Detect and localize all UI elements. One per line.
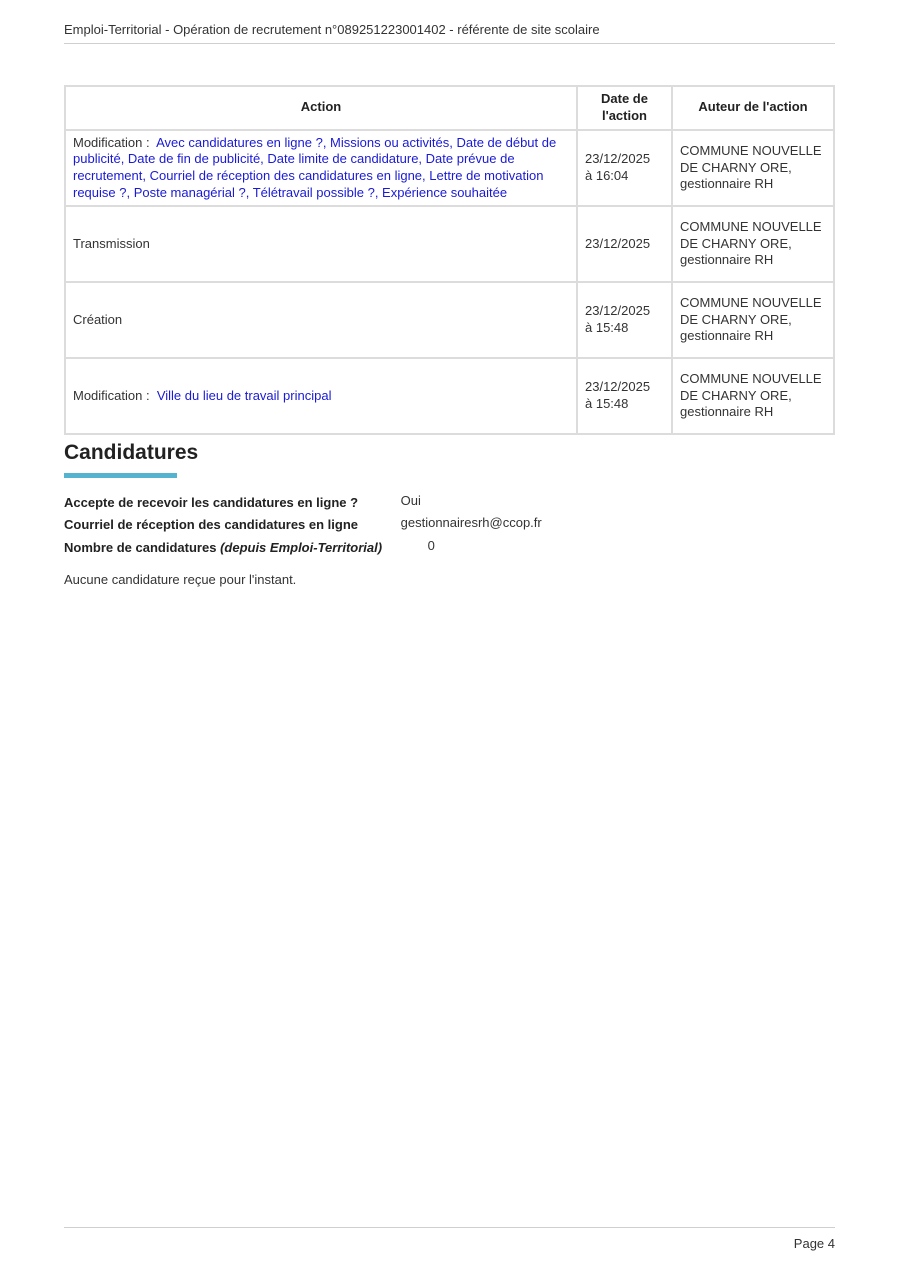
date-cell — [577, 206, 672, 282]
section-title-underline — [64, 473, 177, 478]
email-label: Courriel de réception des candidatures en ligne — [64, 517, 359, 532]
modified-fields-link[interactable]: Ville du lieu de travail principal — [156, 387, 332, 403]
applications-count-label-text: Nombre de candidatures — [64, 540, 217, 555]
author-cell: COMMUNE NOUVELLE DE CHARNY ORE, gestionnaire RH — [672, 282, 834, 358]
action-date: 23/12/2025 — [585, 379, 651, 395]
action-cell — [65, 282, 577, 358]
table-header-row — [65, 86, 834, 130]
author-cell: COMMUNE NOUVELLE DE CHARNY ORE, gestionnaire RH — [672, 358, 834, 434]
online-applications-value: Oui — [400, 493, 421, 508]
column-header-action: Action — [65, 86, 577, 130]
column-header-date-text: Date de l'action — [601, 91, 648, 123]
action-label: Transmission — [73, 235, 150, 251]
email-value: gestionnairesrh@ccop.fr — [400, 515, 542, 530]
footer-divider — [64, 1227, 835, 1228]
column-header-date — [577, 86, 672, 130]
action-history-table — [64, 85, 835, 435]
date-cell — [577, 358, 672, 434]
applications-count-label-suffix: (depuis Emploi-Territorial) — [220, 540, 383, 555]
section-title-candidatures: Candidatures — [64, 441, 199, 464]
table-row — [65, 282, 834, 358]
online-applications-label: Accepte de recevoir les candidatures en ligne ? — [64, 495, 359, 510]
applications-count-row — [64, 540, 435, 555]
action-time: à 16:04 — [585, 168, 629, 184]
modified-fields-link[interactable]: Avec candidatures en ligne ?, Missions ou activités, Date de début de publicité, Date de fin de publicité, Date limite de candidature, Date prévue de recrutement, Courriel de réception des candidatures en ligne, Lettre de motivation requise ?, Poste managérial ?, Télétravail possible ?, Expérience souhaitée — [73, 134, 557, 200]
author-cell: COMMUNE NOUVELLE DE CHARNY ORE, gestionnaire RH — [672, 130, 834, 206]
action-label: Modification : — [73, 387, 150, 403]
action-date: 23/12/2025 — [585, 303, 651, 319]
author-cell: COMMUNE NOUVELLE DE CHARNY ORE, gestionnaire RH — [672, 206, 834, 282]
table-row — [65, 130, 834, 206]
action-label: Modification : — [73, 134, 150, 150]
no-applications-note: Aucune candidature reçue pour l'instant. — [64, 572, 297, 587]
action-label: Création — [73, 311, 123, 327]
action-cell — [65, 206, 577, 282]
action-date: 23/12/2025 — [585, 151, 651, 167]
applications-count-value: 0 — [427, 538, 435, 553]
table-row — [65, 206, 834, 282]
action-time: à 15:48 — [585, 320, 629, 336]
table-row — [65, 358, 834, 434]
page-header — [64, 22, 835, 44]
online-applications-row — [64, 495, 421, 510]
applications-count-label — [64, 540, 424, 555]
action-cell — [65, 130, 577, 206]
date-cell — [577, 130, 672, 206]
date-cell — [577, 282, 672, 358]
email-row — [64, 517, 542, 532]
column-header-author: Auteur de l'action — [672, 86, 834, 130]
document-title: Emploi-Territorial - Opération de recrutement n°089251223001402 - référente de site scolaire — [64, 22, 600, 37]
page-number: Page 4 — [793, 1236, 835, 1251]
action-time: à 15:48 — [585, 396, 629, 412]
action-date: 23/12/2025 — [585, 235, 651, 251]
action-cell — [65, 358, 577, 434]
